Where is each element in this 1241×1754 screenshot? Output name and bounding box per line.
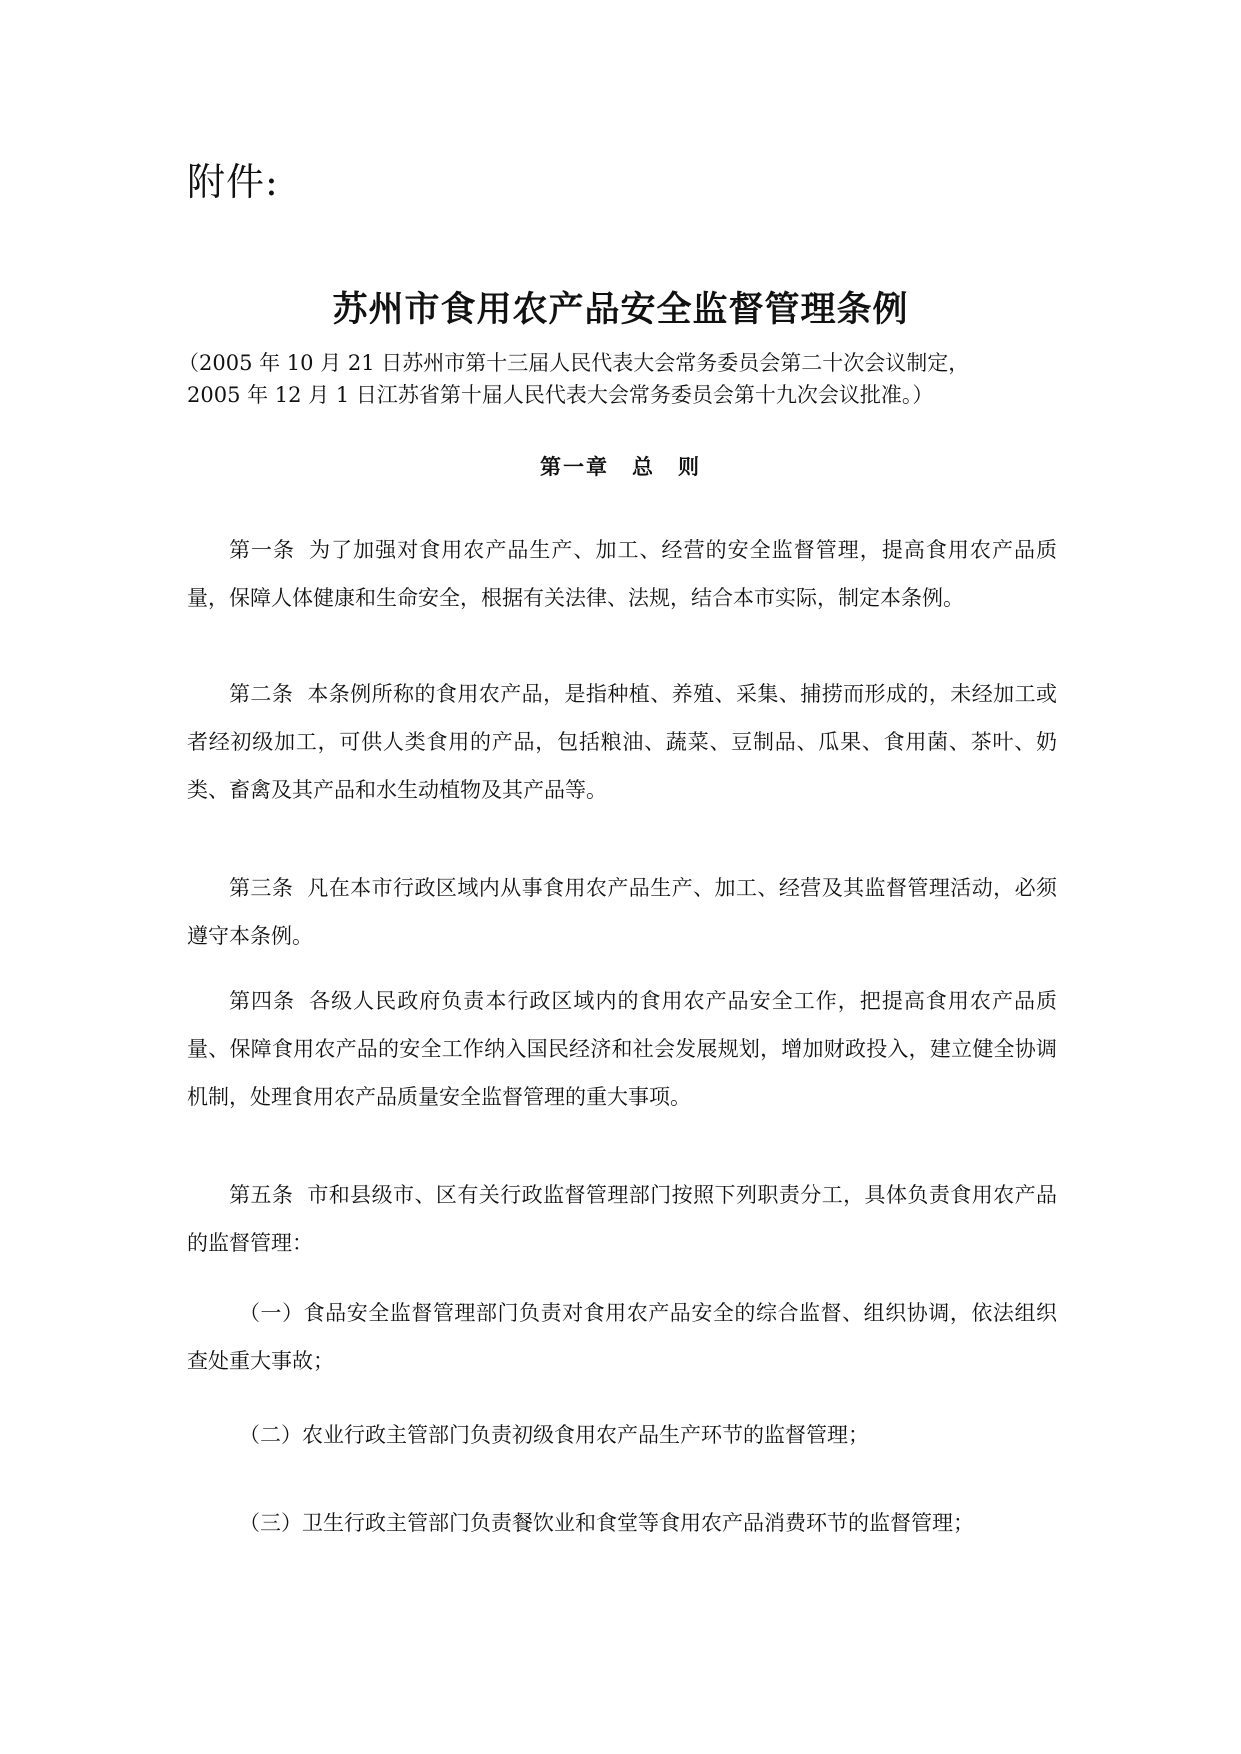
document-title: 苏州市食用农产品安全监督管理条例 xyxy=(332,289,909,330)
article-3 xyxy=(187,864,1057,960)
article-1-text: 为了加强对食用农产品生产、加工、经营的安全监督管理，提高食用农产品质量，保障人体健康和生命安全，根据有关法律、法规，结合本市实际，制定本条例。 xyxy=(187,538,1058,610)
article-4-number: 第四条 xyxy=(229,989,296,1013)
article-2-text: 本条例所称的食用农产品，是指种植、养殖、采集、捕捞而形成的，未经加工或者经初级加工，可供人类食用的产品，包括粮油、蔬菜、豆制品、瓜果、食用菌、茶叶、奶类、畜禽及其产品和水生动植物及其产品等。 xyxy=(187,682,1058,802)
article-5 xyxy=(187,1171,1057,1267)
article-5-item-3: （三）卫生行政主管部门负责餐饮业和食堂等食用农产品消费环节的监督管理； xyxy=(239,1511,974,1535)
chapter-heading: 第一章 总 则 xyxy=(540,454,701,479)
article-1 xyxy=(187,526,1057,622)
article-5-item-2: （二）农业行政主管部门负责初级食用农产品生产环节的监督管理； xyxy=(239,1423,869,1447)
attachment-label: 附件: xyxy=(187,160,279,204)
article-5-text: 市和县级市、区有关行政监督管理部门按照下列职责分工，具体负责食用农产品的监督管理： xyxy=(187,1183,1058,1255)
article-2-number: 第二条 xyxy=(229,682,294,706)
article-3-number: 第三条 xyxy=(229,876,294,900)
article-4-text: 各级人民政府负责本行政区域内的食用农产品安全工作，把提高食用农产品质量、保障食用农产品的安全工作纳入国民经济和社会发展规划，增加财政投入，建立健全协调机制，处理食用农产品质量安全监督管理的重大事项。 xyxy=(187,989,1058,1109)
enactment-note-line-1: （2005 年 10 月 21 日苏州市第十三届人民代表大会常务委员会第二十次会议制定， xyxy=(178,351,970,375)
article-4 xyxy=(187,977,1057,1121)
article-2 xyxy=(187,670,1057,814)
enactment-note-line-2: 2005 年 12 月 1 日江苏省第十届人民代表大会常务委员会第十九次会议批准。） xyxy=(187,383,934,407)
article-1-number: 第一条 xyxy=(229,538,296,562)
article-5-number: 第五条 xyxy=(229,1183,294,1207)
article-3-text: 凡在本市行政区域内从事食用农产品生产、加工、经营及其监督管理活动，必须遵守本条例。 xyxy=(187,876,1058,948)
article-5-item-1: （一）食品安全监督管理部门负责对食用农产品安全的综合监督、组织协调，依法组织查处重大事故； xyxy=(187,1301,1057,1373)
